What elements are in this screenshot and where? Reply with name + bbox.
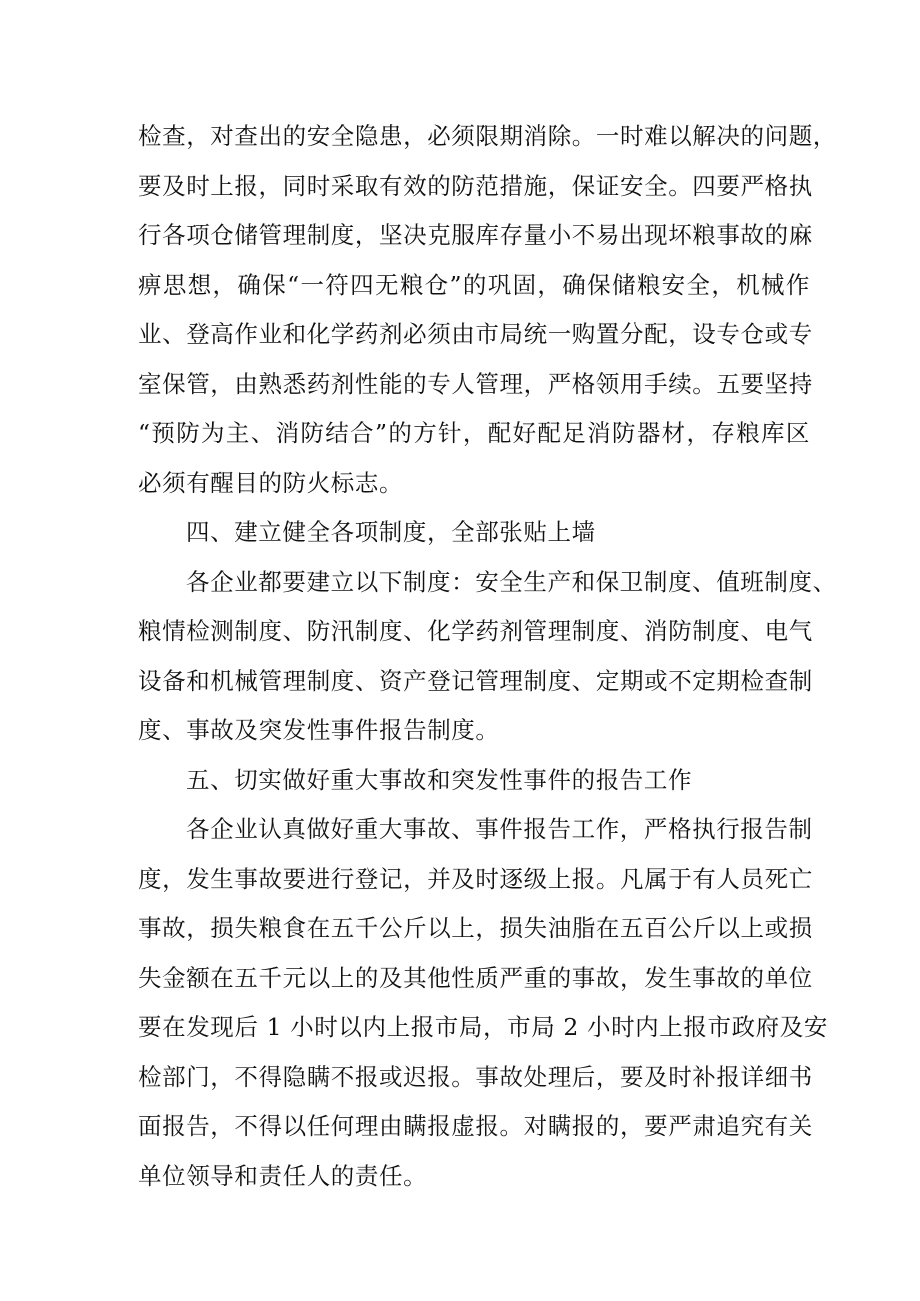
text-line: 要在发现后 1 小时以内上报市局，市局 2 小时内上报市政府及安 (138, 1013, 828, 1041)
text-line: 面报告，不得以任何理由瞒报虚报。对瞒报的，要严肃追究有关 (138, 1112, 813, 1140)
section-heading-5: 五、切实做好重大事故和突发性事件的报告工作 (186, 765, 693, 794)
text-line: 业、登高作业和化学药剂必须由市局统一购置分配，设专仓或专 (138, 320, 813, 348)
paragraph-continued (138, 112, 837, 508)
paragraph-systems (138, 558, 837, 756)
document-page (138, 112, 837, 1201)
text-line: 要及时上报，同时采取有效的防范措施，保证安全。四要严格执 (138, 171, 813, 200)
section-heading-4: 四、建立健全各项制度，全部张贴上墙 (186, 518, 596, 546)
text-line: 度、事故及突发性事件报告制度。 (138, 716, 500, 744)
text-line: 检部门，不得隐瞒不报或迟报。事故处理后，要及时补报详细书 (138, 1062, 813, 1091)
text-line: 各企业都要建立以下制度：安全生产和保卫制度、值班制度、 (186, 567, 837, 596)
paragraph-report (138, 805, 828, 1201)
text-line: 室保管，由熟悉药剂性能的专人管理，严格领用手续。五要坚持 (138, 369, 813, 398)
text-line: “预防为主、消防结合”的方针，配好配足消防器材，存粮库区 (138, 419, 810, 447)
text-line: 粮情检测制度、防汛制度、化学药剂管理制度、消防制度、电气 (138, 617, 813, 645)
text-line: 行各项仓储管理制度，坚决克服库存量小不易出现坏粮事故的麻 (138, 221, 813, 249)
text-line: 度，发生事故要进行登记，并及时逐级上报。凡属于有人员死亡 (138, 864, 813, 893)
text-line: 必须有醒目的防火标志。 (138, 468, 404, 497)
text-line: 事故，损失粮食在五千公斤以上，损失油脂在五百公斤以上或损 (138, 914, 813, 942)
text-line: 单位领导和责任人的责任。 (138, 1161, 428, 1190)
text-line: 设备和机械管理制度、资产登记管理制度、定期或不定期检查制 (138, 666, 813, 695)
text-line: 失金额在五千元以上的及其他性质严重的事故，发生事故的单位 (138, 963, 813, 992)
text-line: 检查，对查出的安全隐患，必须限期消除。一时难以解决的问题， (138, 122, 837, 150)
text-line: 痹思想，确保“一符四无粮仓”的巩固，确保储粮安全，机械作 (138, 270, 810, 299)
text-line: 各企业认真做好重大事故、事件报告工作，严格执行报告制 (186, 815, 813, 843)
